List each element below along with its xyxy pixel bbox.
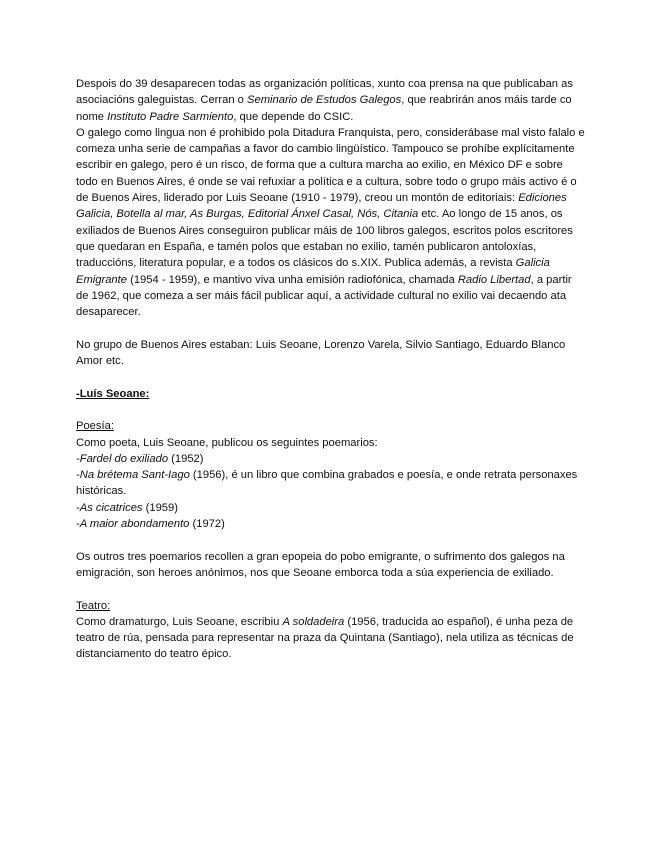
poemario-list-item [76, 500, 586, 516]
text-run: etc. Ao longo de 15 anos, os exiliados de Buenos Aires conseguiron publicar máis de 100 libros galegos, escritos polos escritores que quedaran en España, e tamén polos que estaban no exilio, tamén publicaron antoloxías, traduccións, literatura popular, e a todos os clásicos do s.XIX. Publica además, a revista [76, 208, 573, 270]
italic-title-text: Instituto Padre Sarmiento [107, 110, 234, 123]
italic-title-text: Galicia Emigrante [76, 257, 550, 286]
text-run: , que depende do CSIC. [233, 110, 354, 123]
poemario-list-item [76, 516, 586, 532]
text-run: , que reabrirán anos máis tarde co nome [76, 94, 572, 123]
paragraph-spacer [76, 320, 586, 336]
italic-title-text: Seminario de Estudos Galegos [247, 94, 402, 107]
text-run: Despois do 39 desaparecen todas as organización políticas, xunto coa prensa na que publicaban as asociacións galeguistas. Cerran o [76, 78, 573, 107]
text-run: - [76, 501, 80, 514]
paragraph-spacer [76, 402, 586, 418]
intro-paragraph-galician-language [76, 125, 586, 321]
text-run: (1956), é un libro que combina grabados e poesía, e onde retrata personaxes históricas. [76, 469, 578, 498]
subsection-title-poesia: Poesía: [76, 420, 114, 433]
italic-title-text: A soldadeira [282, 615, 345, 628]
italic-title-text: Fardel do exiliado [79, 452, 169, 465]
poemario-list-item [76, 467, 586, 500]
text-run: (1952) [168, 452, 204, 465]
text-run: Como dramaturgo, Luis Seoane, escribiu [76, 615, 283, 628]
paragraph-spacer [76, 532, 586, 548]
italic-title-text: Radio Libertad [457, 273, 531, 286]
text-run: (1956, traducida ao español), é unha peza de teatro de rúa, pensada para representar na praza da Quintana (Santiago), nela utiliza as técnicas de distanciamento do teatro épico. [76, 615, 574, 661]
document-body [76, 76, 586, 663]
paragraph-spacer [76, 581, 586, 597]
text-run: - [76, 469, 80, 482]
text-run: (1972) [189, 518, 225, 531]
poesia-intro-text: Como poeta, Luis Seoane, publicou os seguintes poemarios: [76, 436, 378, 449]
section-heading-luis-seoane: -Luís Seoane: [76, 387, 150, 400]
teatro-paragraph [76, 614, 586, 663]
text-run: O galego como lingua non é prohibido pola Ditadura Franquista, pero, considerábase mal visto falalo e comeza unha serie de campañas a favor do cambio lingüístico. Tampouco se prohíbe explícitamente escribir en galego, pero é un risco, de forma que a cultura marcha ao exilio, en México DF e sobre todo en Buenos Aires, é onde se vai refuxiar a política e a cultura, sobre todo o grupo máis activo é o de Buenos Aires, liderado por Luis Seoane (1910 - 1979), creou un montón de editoriais: [76, 126, 585, 205]
subsection-title-teatro: Teatro: [76, 599, 111, 612]
text-run: (1954 - 1959), e mantivo viva unha emisión radiofónica, chamada [127, 273, 458, 286]
italic-title-text: A maior abondamento [79, 518, 190, 531]
intro-paragraph-exile-organizations [76, 76, 586, 125]
text-run: (1959) [142, 501, 178, 514]
text-run: - [76, 452, 80, 465]
poemario-list-item [76, 451, 586, 467]
poesia-closing-paragraph: Os outros tres poemarios recollen a gran epopeia do pobo emigrante, o sufrimento dos galegos na emigración, son heroes anónimos, nos que Seoane emborca toda a súa experiencia de exiliado. [76, 550, 565, 579]
text-run: , a partir de 1962, que comeza a ser máis fácil publicar aquí, a actividade cultural no exilio vai decaendo ata desaparecer. [76, 273, 572, 319]
paragraph-spacer [76, 369, 586, 385]
intro-paragraph-buenos-aires-group [76, 337, 586, 370]
italic-title-text: As cicatrices [79, 501, 143, 514]
text-run: - [76, 518, 80, 531]
text-run: No grupo de Buenos Aires estaban: Luis Seoane, Lorenzo Varela, Silvio Santiago, Eduardo Blanco Amor etc. [76, 338, 566, 368]
italic-title-text: Na brétema Sant-Iago [79, 469, 190, 482]
italic-title-text: Ediciones Galicia, Botella al mar, As Burgas, Editorial Ánxel Casal, Nós, Citania [76, 192, 567, 221]
